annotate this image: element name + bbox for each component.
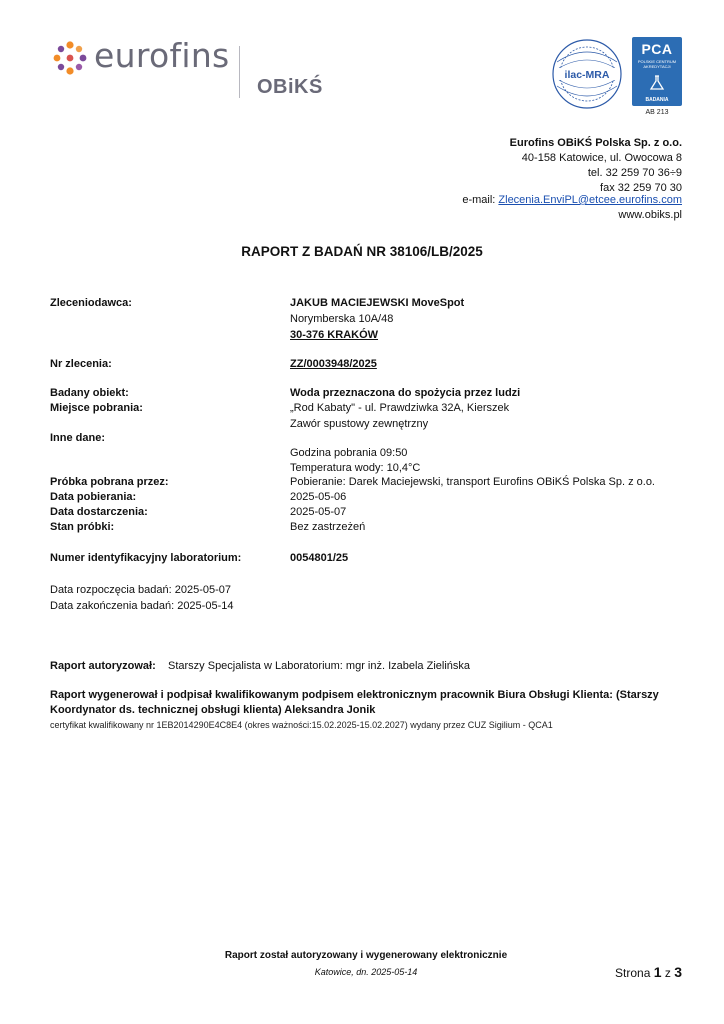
company-info [510, 136, 682, 196]
end-date: Data zakończenia badań: 2025-05-14 [50, 600, 234, 612]
certificate-info: certyfikat kwalifikowany nr 1EB2014290E4C8E4 (okres ważności:15.02.2025-15.02.2027) wydany przez CUZ Sigilium - QCA1 [50, 720, 553, 730]
delivery-date-value: 2025-05-07 [290, 506, 347, 518]
email-link[interactable]: Zlecenia.EnviPL@etcee.eurofins.com [498, 194, 682, 206]
svg-text:ilac-MRA: ilac-MRA [564, 69, 610, 81]
client-label: Zleceniodawca: [50, 297, 132, 309]
page-label: Strona [615, 966, 651, 980]
lab-id-value: 0054801/25 [290, 552, 349, 564]
pca-logo-title: PCA [641, 41, 673, 57]
other-line-2: Temperatura wody: 10,4°C [290, 462, 421, 474]
place-line-1: „Rod Kabaty" - ul. Prawdziwka 32A, Kierszek [290, 402, 510, 414]
sample-state-value: Bez zastrzeżeń [290, 521, 366, 533]
page-current: 1 [653, 964, 662, 980]
eurofins-logo-dots-icon [52, 40, 88, 76]
company-website[interactable]: www.obiks.pl [618, 209, 682, 221]
pca-logo-subtitle: POLSKIE CENTRUM AKREDYTACJI [637, 59, 677, 69]
signed-line-1: Raport wygenerował i podpisał kwalifikowanym podpisem elektronicznym pracownik Biura Obsługi Klienta: (Starszy [50, 689, 659, 701]
accreditation-number: AB 213 [645, 109, 669, 116]
sample-state-label: Stan próbki: [50, 521, 115, 533]
company-contact [462, 193, 682, 223]
page-total: 3 [674, 964, 682, 980]
delivery-date-label: Data dostarczenia: [50, 506, 148, 518]
authorized-label: Raport autoryzował: [50, 660, 156, 672]
order-value: ZZ/0003948/2025 [290, 358, 377, 370]
report-title: RAPORT Z BADAŃ NR 38106/LB/2025 [241, 244, 483, 259]
object-value: Woda przeznaczona do spożycia przez ludzi [290, 387, 521, 399]
sampling-date-value: 2025-05-06 [290, 491, 347, 503]
email-label: e-mail: [462, 194, 499, 206]
other-label: Inne dane: [50, 432, 106, 444]
client-street: Norymberska 10A/48 [290, 313, 394, 325]
flask-icon [649, 75, 665, 91]
eurofins-logo-text: eurofins [94, 36, 230, 75]
pca-logo-badge: BADANIA [645, 97, 669, 103]
client-city: 30-376 KRAKÓW [290, 329, 379, 341]
obiks-logo-text: OBiKŚ [257, 76, 323, 98]
place-label: Miejsce pobrania: [50, 402, 143, 414]
object-label: Badany obiekt: [50, 387, 129, 399]
footer-date: Katowice, dn. 2025-05-14 [314, 967, 418, 977]
sampled-by-label: Próbka pobrana przez: [50, 476, 169, 488]
company-fax: fax 32 259 70 30 [600, 182, 682, 194]
logo-divider [239, 46, 240, 98]
lab-id-label: Numer identyfikacyjny laboratorium: [50, 552, 242, 564]
company-name: Eurofins OBiKŚ Polska Sp. z o.o. [509, 137, 682, 149]
client-name: JAKUB MACIEJEWSKI MoveSpot [290, 297, 465, 309]
signed-line-2: Koordynator ds. technicznej obsługi klienta) Aleksandra Jonik [50, 704, 376, 716]
pca-logo [632, 37, 682, 106]
authorized-value: Starszy Specjalista w Laboratorium: mgr inż. Izabela Zielińska [168, 660, 471, 672]
start-date: Data rozpoczęcia badań: 2025-05-07 [50, 584, 232, 596]
footer-note: Raport został autoryzowany i wygenerowany elektronicznie [224, 950, 508, 961]
company-address: 40-158 Katowice, ul. Owocowa 8 [521, 152, 682, 164]
sampling-date-label: Data pobierania: [50, 491, 137, 503]
order-label: Nr zlecenia: [50, 358, 112, 370]
ilac-mra-logo-icon [551, 38, 623, 110]
sampled-by-value: Pobieranie: Darek Maciejewski, transport Eurofins OBiKŚ Polska Sp. z o.o. [290, 476, 655, 488]
other-line-1: Godzina pobrania 09:50 [290, 447, 408, 459]
page-indicator [615, 964, 682, 980]
page-separator: z [664, 966, 671, 980]
company-tel: tel. 32 259 70 36÷9 [587, 167, 682, 179]
place-line-2: Zawór spustowy zewnętrzny [290, 418, 429, 430]
